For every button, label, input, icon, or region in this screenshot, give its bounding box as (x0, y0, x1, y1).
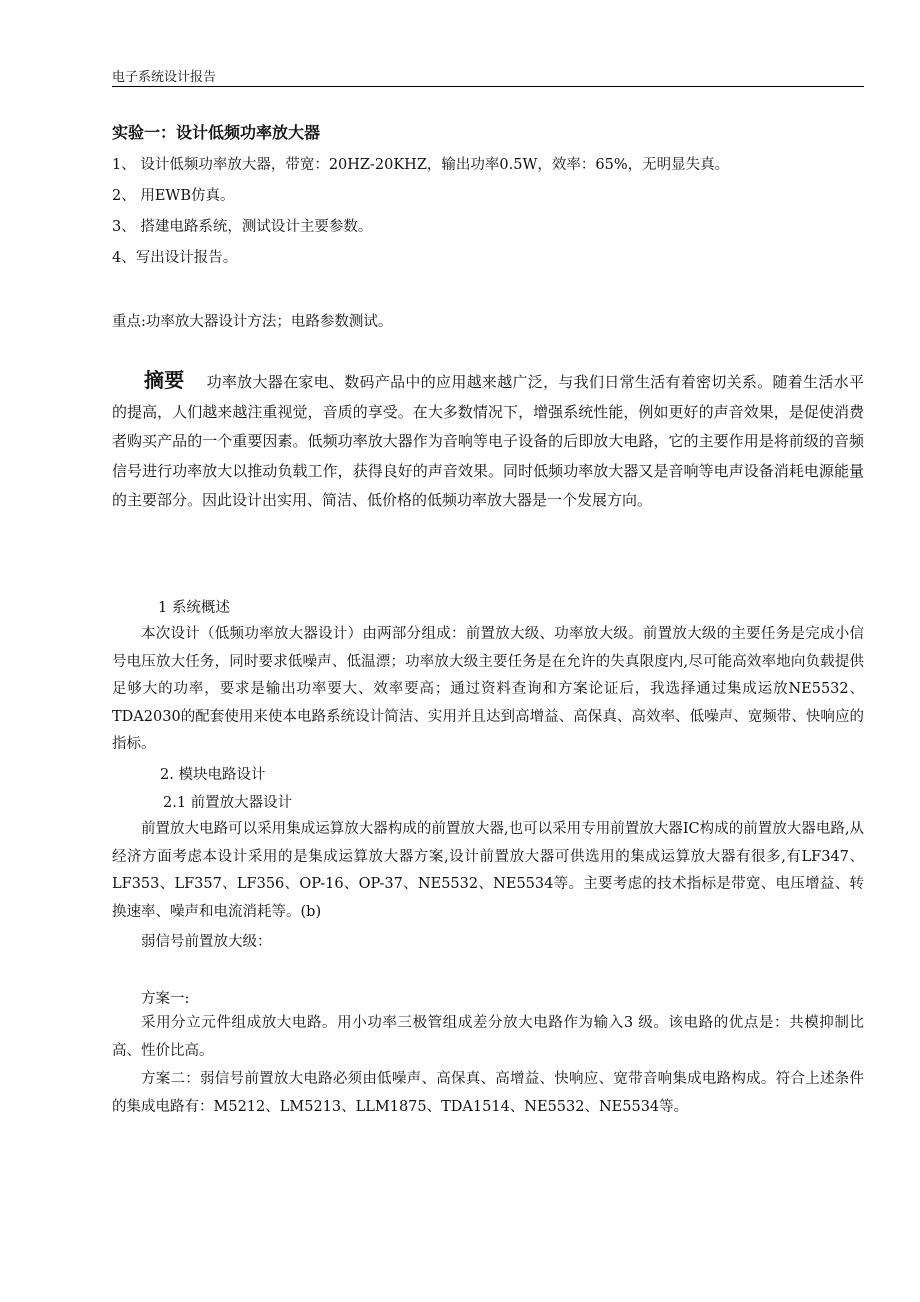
section2-1-body: 前置放大电路可以采用集成运算放大器构成的前置放大器,也可以采用专用前置放大器IC构成的前置放大器电路,从经济方面考虑本设计采用的是集成运算放大器方案,设计前置放大器可供选用的集成运算放大器有很多,有LF347、LF353、LF357、LF356、OP-16、OP-37、NE5532、NE5534等。主要考虑的技术指标是带宽、电压增益、转换速率、噪声和电流消耗等。(b) (112, 821, 864, 920)
section2-heading: 2. 模块电路设计 (160, 767, 266, 783)
abstract-body: 功率放大器在家电、数码产品中的应用越来越广泛，与我们日常生活有着密切关系。随着生活水平的提高，人们越来越注重视觉，音质的享受。在大多数情况下，增强系统性能，例如更好的声音效果，是促使消费者购买产品的一个重要因素。低频功率放大器作为音响等电子设备的后即放大电路，它的主要作用是将前级的音频信号进行功率放大以推动负载工作，获得良好的声音效果。同时低频功率放大器又是音响等电声设备消耗电源能量的主要部分。因此设计出实用、简洁、低价格的低频功率放大器是一个发展方向。 (112, 373, 864, 509)
abstract-heading: 摘要 (144, 368, 185, 392)
scheme1-body: 采用分立元件组成放大电路。用小功率三极管组成差分放大电路作为输入3 级。该电路的优点是：共模抑制比高、性价比高。 (112, 1015, 864, 1059)
requirement-item-4: 4、写出设计报告。 (112, 250, 238, 266)
section1-body: 本次设计（低频功率放大器设计）由两部分组成：前置放大级、功率放大级。前置放大级的主要任务是完成小信号电压放大任务，同时要求低噪声、低温漂；功率放大级主要任务是在允许的失真限度内,尽可能高效率地向负载提供足够大的功率，要求是输出功率要大、效率要高；通过资料查询和方案论证后，我选择通过集成运放NE5532、TDA2030的配套使用来使本电路系统设计简洁、实用并且达到高增益、高保真、高效率、低噪声、宽频带、快响应的指标。 (112, 626, 864, 752)
header-title: 电子系统设计报告 (112, 70, 217, 85)
section1-heading: 1 系统概述 (158, 600, 230, 616)
requirement-item-1: 1、 设计低频功率放大器，带宽：20HZ-20KHZ，输出功率0.5W，效率：65%，无明显失真。 (112, 157, 730, 173)
requirement-item-2: 2、 用EWB仿真。 (112, 188, 235, 204)
scheme1-label: 方案一: (141, 991, 190, 1007)
abstract-paragraph (112, 366, 864, 516)
scheme2-body: 方案二：弱信号前置放大电路必须由低噪声、高保真、高增益、快响应、宽带音响集成电路构成。符合上述条件的集成电路有：M5212、LM5213、LLM1875、TDA1514、NE5532、NE5534等。 (112, 1071, 864, 1115)
section2-1-heading: 2.1 前置放大器设计 (163, 795, 293, 811)
experiment-title: 实验一：设计低频功率放大器 (112, 123, 321, 142)
focus-line: 重点:功率放大器设计方法；电路参数测试。 (112, 314, 393, 330)
requirement-item-3: 3、 搭建电路系统，测试设计主要参数。 (112, 219, 373, 235)
page-header (112, 64, 864, 87)
weak-signal-label: 弱信号前置放大级： (141, 934, 272, 950)
